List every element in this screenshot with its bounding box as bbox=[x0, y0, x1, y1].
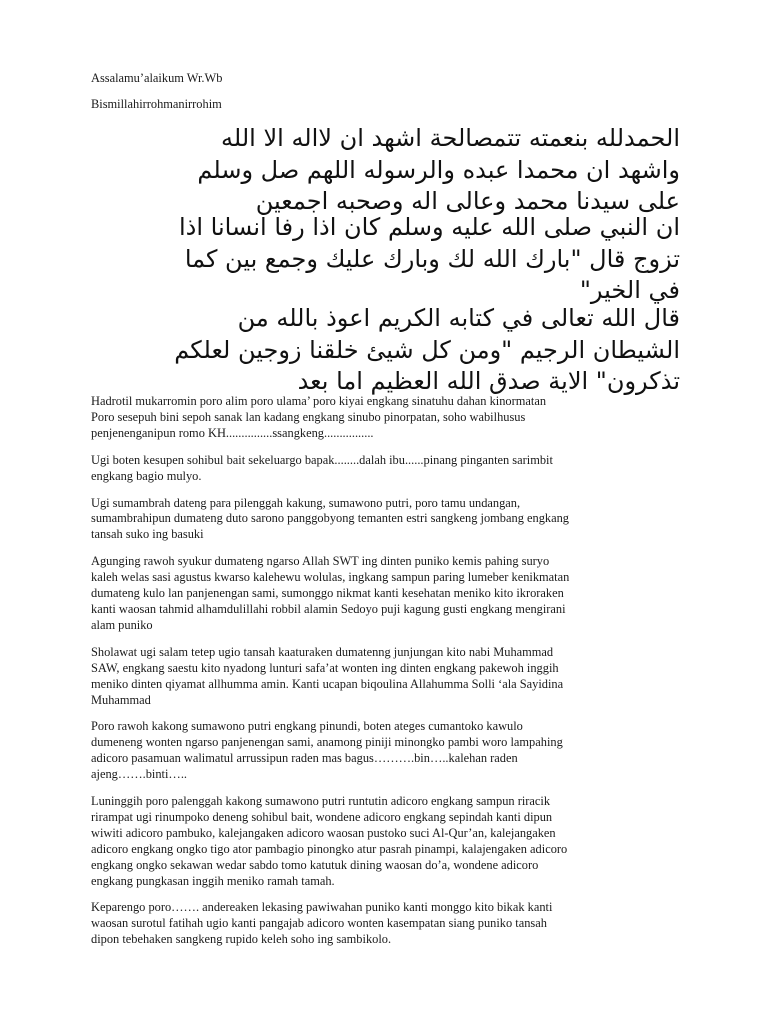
arabic-line: الحمدلله بنعمته تتمصالحة اشهد ان لااله الا الله bbox=[221, 124, 680, 152]
arabic-line: ان النبي صلى الله عليه وسلم كان اذا رفا انسانا اذا bbox=[178, 213, 680, 241]
arabic-line: الشيطان الرجيم "ومن كل شيئ خلقنا زوجين لعلكم bbox=[174, 335, 680, 364]
paragraph-attendees: Ugi sumambrah dateng para pilenggah kakung, sumawono putri, poro tamu undangan, sumambrahipun dumateng duto sarono panggobyong temanten estri sangkeng jombang engkang tansah suko ing basuki bbox=[91, 495, 569, 542]
arabic-paragraph-hadith bbox=[88, 212, 680, 307]
arabic-line: تزوج قال "بارك الله لك وبارك عليك وجمع بين كما bbox=[184, 244, 680, 273]
arabic-line: قال الله تعالى في كتابه الكريم اعوذ بالله من bbox=[237, 304, 680, 332]
paragraph-greeting-guests: Hadrotil mukarromin poro alim poro ulama’ poro kiyai engkang sinatuhu dahan kinormatan Poro sesepuh bini sepoh sanak lan kadang engkang sinubo pinorpatan, soho wabilhusus penjenenganipun romo KH...............ssangkeng................ bbox=[91, 394, 547, 440]
body-text bbox=[91, 394, 681, 959]
paragraph-opening: Keparengo poro……. andereaken lekasing pawiwahan puniko kanti monggo kito bikak kanti waosan surotul fatihah ugio kanti pangajab adicoro wonten kasempatan siang puniko tansah dipon tebehaken sangkeng rupido keleh soho ing sambikolo. bbox=[91, 900, 553, 947]
arabic-line: في الخير" bbox=[579, 276, 680, 304]
basmala-line: Bismillahirrohmanirrohim bbox=[91, 97, 222, 111]
arabic-line: تذكرون" الاية صدق الله العظيم اما بعد bbox=[297, 367, 680, 395]
paragraph-host-family: Ugi boten kesupen sohibul bait sekeluargo bapak........dalah ibu......pinang pinganten sarimbit engkang bagio mulyo. bbox=[91, 452, 553, 483]
arabic-paragraph-opening bbox=[88, 123, 680, 218]
paragraph-agenda: Luninggih poro palenggah kakong sumawono putri runtutin adicoro engkang sampun riracik rirampat ugi rinumpoko deneng sohibul bait, wondene adicoro engkang sepindah kanti dipun wiwiti adicoro pambuko, kalejangaken adicoro waosan pustoko suci Al-Qur’an, kalejangaken adicoro engkang ongko tigo ator pambagio pinongko atur pasrah pinampi, kalajengaken adicoro engkang ongko sekawan wedar sabdo tomo katutuk dining waosan do’a, wondene adicoro engkang pungkasan inggih meniko ramah tamah. bbox=[91, 794, 568, 888]
paragraph-sholawat: Sholawat ugi salam tetep ugio tansah kaaturaken dumatenng junjungan kito nabi Muhammad SAW, engkang saestu kito nyadong lunturi safa’at wonten ing dinten engkang pakewoh inggih meniko dinten qiyamat allhumma amin. Kanti ucapan biqoulina Allahumma Solli ‘ala Sayidina Muhammad bbox=[91, 644, 564, 707]
arabic-paragraph-quran bbox=[88, 303, 680, 398]
paragraph-mc-role: Poro rawoh kakong sumawono putri engkang pinundi, boten ateges cumantoko kawulo dumeneng wonten ngarso panjenengan sami, anamong piniji minongko pambi woro lampahing adicoro pasamuan walimatul arrussipun raden mas bagus……….bin…..kalehan raden ajeng…….binti….. bbox=[91, 719, 563, 782]
greeting-line: Assalamu’alaikum Wr.Wb bbox=[91, 71, 223, 85]
paragraph-gratitude: Agunging rawoh syukur dumateng ngarso Allah SWT ing dinten puniko kemis pahing suryo kaleh welas sasi agustus kwarso kalehewu wolulas, ingkang sampun paring lumeber kenikmatan dumateng kulo lan panjenengan sami, sumonggo nikmat kanti kesehatan meniko kito ikroraken kanti waosan tahmid alhamdulillahi robbil alamin Sedoyo puji kagung gusti engkang mengirani alam puniko bbox=[91, 554, 570, 632]
arabic-line: واشهد ان محمدا عبده والرسوله اللهم صل وسلم bbox=[197, 155, 680, 184]
arabic-line: على سيدنا محمد وعالى اله وصحبه اجمعين bbox=[255, 187, 680, 215]
